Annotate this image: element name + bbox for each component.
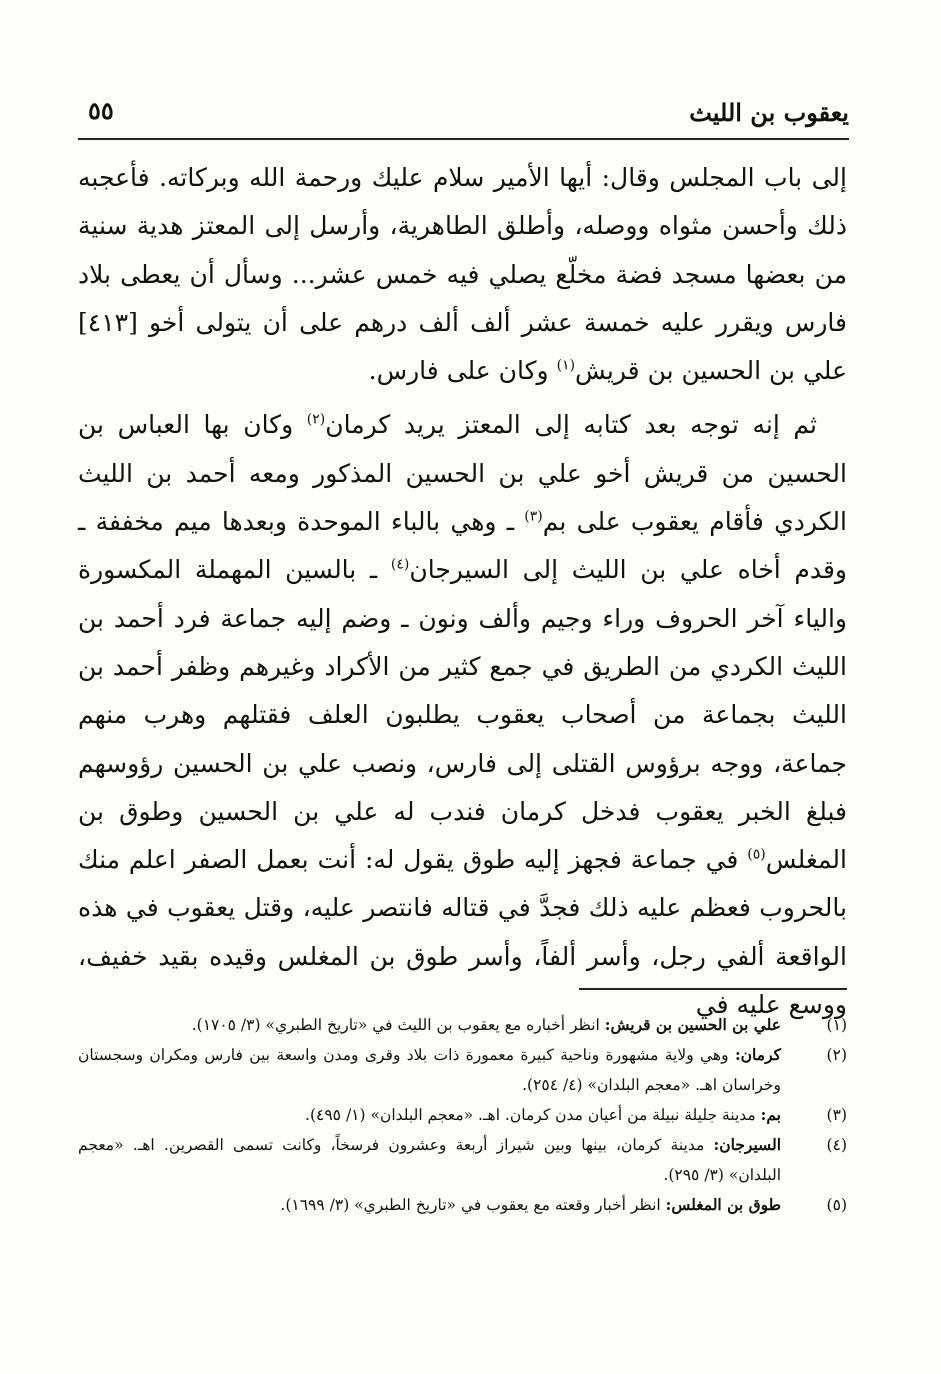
paragraph-2-part-4: ـ بالسين المهملة المكسورة والياء آخر الحروف وراء وجيم وألف ونون ـ وضم إليه جماعة فرد أحمد بن الليث الكردي من الطريق في جمع كثير من الأكراد وغيرهم وظفر أحمد بن الليث بجماعة من أصحاب يعقوب يطلبون العلف فقتلهم وهرب منهم جماعة، ووجه برؤوس القتلى إلى فارس، ونصب علي بن الحسين رؤوسهم فبلغ الخبر يعقوب فدخل كرمان فندب له علي بن الحسين وطوق بن المغلس	[78, 555, 847, 875]
paragraph-2-part-3: ـ وهي بالباء الموحدة وبعدها ميم مخففة ـ وقدم أخاه علي بن الليث إلى السيرجان	[78, 507, 847, 585]
running-title: يعقوب بن الليث	[689, 98, 849, 127]
paragraph-2-part-2: وكان بها العباس بن الحسين من قريش أخو علي بن الحسين المذكور ومعه أحمد بن الليث الكردي فأقام يعقوب على بم	[78, 410, 847, 537]
paragraph-1	[78, 154, 847, 395]
footnote-item	[78, 1130, 847, 1190]
footnote-item	[78, 1100, 847, 1130]
footnote-number: (٤)	[826, 1136, 847, 1154]
footnote-item	[78, 1190, 847, 1220]
paragraph-1-end: وكان على فارس.	[368, 356, 557, 386]
footnote-number: (١)	[826, 1016, 847, 1034]
paragraph-2-part-1: ثم إنه توجه بعد كتابه إلى المعتز يريد كرمان	[325, 410, 817, 440]
footnote-term: بم:	[760, 1105, 781, 1124]
footnote-number: (٢)	[826, 1046, 847, 1064]
footnote-number: (٥)	[826, 1196, 847, 1214]
page-header	[78, 88, 849, 138]
main-text	[78, 154, 847, 1029]
footnote-text: وهي ولاية مشهورة وناحية كبيرة معمورة ذات بلاد وقرى ومدن واسعة بين فارس ومكران وسجستان وخراسان اهـ. «معجم البلدان» (٤/ ٢٥٤).	[78, 1046, 781, 1094]
footnote-item	[78, 1040, 847, 1100]
footnote-text: انظر أخبار وقعته مع يعقوب في «تاريخ الطبري» (٣/ ١٦٩٩).	[280, 1196, 666, 1214]
footnote-ref-3[interactable]: (٣)	[524, 508, 543, 525]
footnote-ref-4[interactable]: (٤)	[390, 557, 410, 574]
footnote-number: (٣)	[826, 1106, 847, 1124]
footnote-item	[78, 1010, 847, 1040]
footnote-ref-5[interactable]: (٥)	[747, 846, 766, 863]
footnote-text: انظر أخباره مع يعقوب بن الليث في «تاريخ الطبري» (٣/ ١٧٠٥).	[191, 1016, 605, 1034]
paragraph-1-text: إلى باب المجلس وقال: أيها الأمير سلام عليك ورحمة الله وبركاته. فأعجبه ذلك وأحسن مثواه ووصله، وأطلق الطاهرية، وأرسل إلى المعتز هدية سنية من بعضها مسجد فضة مخلّع يصلي فيه خمس عشر... وسأل أن يعطى بلاد فارس ويقرر عليه خمسة عشر ألف ألف درهم على أن يتولى أخو [٤١٣] علي بن الحسين بن قريش	[78, 163, 847, 386]
paragraph-2-part-5: في جماعة فجهز إليه طوق يقول له: أنت بعمل الصفر اعلم منك بالحروب فعظم عليه ذلك فجدَّ في قتاله فانتصر عليه، وقتل يعقوب في هذه الواقعة ألفي رجل، وأسر ألفاً، وأسر طوق بن المغلس وقيده بقيد خفيف، ووسع عليه في	[78, 845, 847, 1020]
page-number: ٥٥	[88, 96, 114, 125]
footnote-term: كرمان:	[734, 1045, 781, 1064]
footnote-text: مدينة كرمان، بينها وبين شيراز أربعة وعشرون فرسخاً، وكانت تسمى القصرين. اهـ. «معجم البلدان» (٣/ ٢٩٥).	[78, 1136, 781, 1184]
footnote-divider	[579, 988, 847, 990]
footnotes	[78, 1010, 847, 1220]
footnote-term: السيرجان:	[713, 1135, 781, 1154]
paragraph-2	[78, 401, 847, 1029]
footnote-ref-1[interactable]: (١)	[556, 357, 576, 374]
footnote-ref-2[interactable]: (٢)	[306, 412, 326, 429]
footnote-term: علي بن الحسين بن قريش:	[604, 1015, 781, 1034]
footnote-text: مدينة جليلة نبيلة من أعيان مدن كرمان. اهـ. «معجم البلدان» (١/ ٤٩٥).	[305, 1106, 761, 1124]
header-divider	[78, 138, 849, 140]
footnote-term: طوق بن المغلس:	[665, 1195, 781, 1214]
